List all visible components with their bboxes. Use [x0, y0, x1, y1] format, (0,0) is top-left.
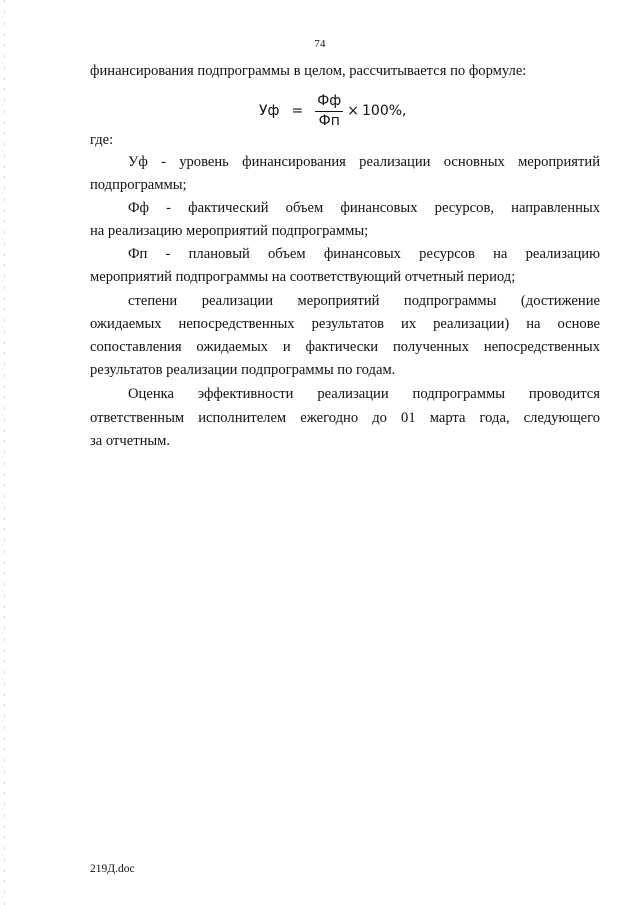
degree-line4: результатов реализации подпрограммы по годам.: [90, 362, 396, 378]
formula-lhs: Уф: [259, 103, 280, 119]
formula-times: ×: [347, 103, 360, 119]
definition-fp-line1: Фп - плановый объем финансовых ресурсов на реализацию: [128, 246, 600, 262]
formula-denominator: Фп: [318, 112, 340, 129]
formula-numerator: Фф: [315, 94, 343, 112]
degree-line1: степени реализации мероприятий подпрограммы (достижение: [128, 293, 600, 309]
definition-uf-line1: Уф - уровень финансирования реализации основных мероприятий: [128, 154, 600, 170]
page-number: 74: [314, 38, 326, 50]
evaluation-line2: ответственным исполнителем ежегодно до 01 марта года, следующего: [90, 410, 600, 426]
degree-line3: сопоставления ожидаемых и фактически полученных непосредственных: [90, 339, 600, 355]
definition-fp-line2: мероприятий подпрограммы на соответствующий отчетный период;: [90, 269, 516, 285]
evaluation-line1: Оценка эффективности реализации подпрограммы проводится: [128, 386, 600, 402]
formula-fraction: [315, 94, 343, 129]
intro-line: финансирования подпрограммы в целом, рассчитывается по формуле:: [90, 63, 527, 79]
scan-edge-artifact: [4, 0, 5, 905]
degree-line2: ожидаемых непосредственных результатов их реализации) на основе: [90, 316, 600, 332]
evaluation-line3: за отчетным.: [90, 433, 171, 449]
formula-equals: =: [291, 103, 304, 119]
formula-multiplier: 100%,: [362, 103, 407, 119]
where-label: где:: [90, 132, 114, 148]
footer-filename: 219Д.doc: [90, 863, 135, 875]
definition-ff-line1: Фф - фактический объем финансовых ресурсов, направленных: [128, 200, 600, 216]
formula: [259, 91, 407, 131]
definition-uf-line2: подпрограммы;: [90, 177, 187, 193]
definition-ff-line2: на реализацию мероприятий подпрограммы;: [90, 223, 369, 239]
